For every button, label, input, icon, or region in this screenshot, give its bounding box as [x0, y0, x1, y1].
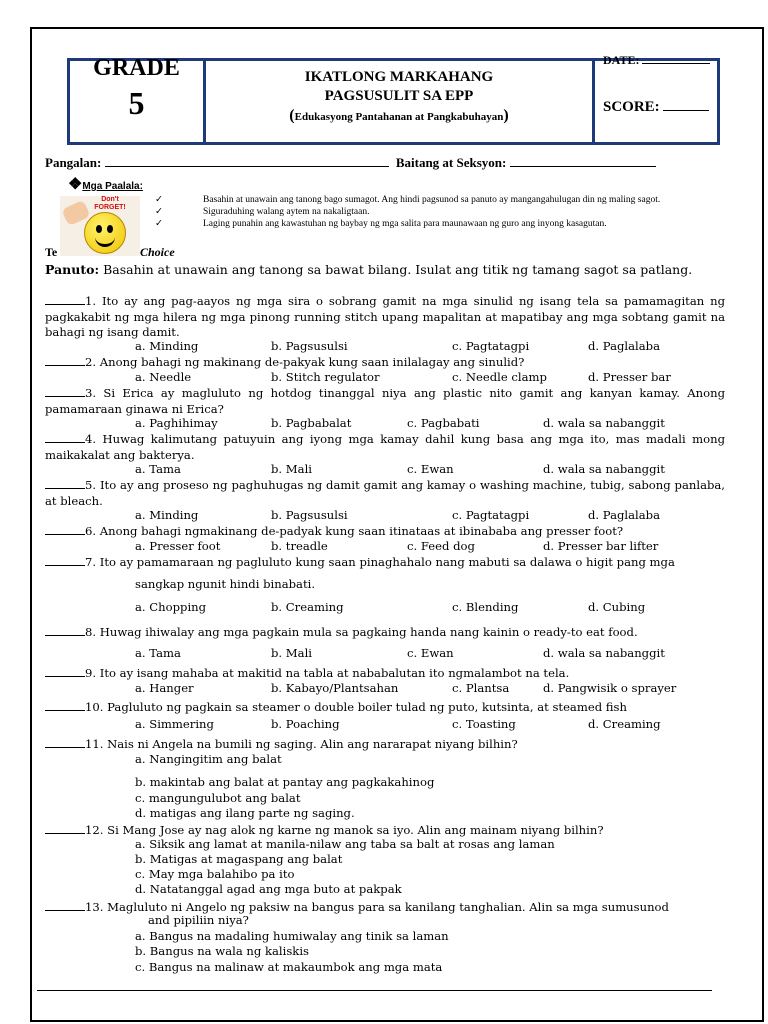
option-a: a. Nangingitim ang balat [135, 752, 282, 766]
question-2: 2. Anong bahagi ng makinang de-pakyak kung saan inilalagay ang sinulid? [45, 354, 725, 371]
option-a: a. Chopping [135, 600, 207, 614]
answer-blank[interactable] [45, 665, 85, 677]
answer-blank[interactable] [45, 554, 85, 566]
option-a: a. Siksik ang lamat at manila-nilaw ang taba sa balt at rosas ang laman [135, 837, 555, 851]
exam-title-line1: IKATLONG MARKAHANG [304, 69, 494, 85]
option-a: a. Needle [135, 370, 192, 384]
check-icon: ✓ [155, 219, 163, 229]
option-d: d. Paglalaba [588, 508, 660, 522]
option-a: a. Paghihimay [135, 416, 218, 430]
option-d: d. Presser bar [588, 370, 671, 384]
option-b: b. Mali [271, 646, 312, 660]
reminders-heading [68, 174, 143, 194]
date-field[interactable]: DATE: [603, 53, 710, 68]
option-d: d. wala sa nabanggit [543, 416, 665, 430]
option-a: a. Minding [135, 339, 199, 353]
question-6: 6. Anong bahagi ngmakinang de-padyak kung saan itinataas at ibinababa ang presser foot? [45, 523, 725, 540]
option-d: d. wala sa nabanggit [543, 646, 665, 660]
question-7: 7. Ito ay pamamaraan ng pagluluto kung saan pinaghahalo nang mabuti sa dalawa o higit pang mga [45, 554, 725, 571]
answer-blank[interactable] [45, 385, 85, 397]
instructions-text: Basahin at unawain ang tanong sa bawat bilang. Isulat ang titik ng tamang sagot sa patlang. [103, 262, 693, 277]
answer-blank[interactable] [45, 523, 85, 535]
answer-blank[interactable] [45, 431, 85, 443]
option-c: c. Toasting [452, 717, 516, 731]
question-11: 11. Nais ni Angela na bumili ng saging. Alin ang nararapat niyang bilhin? [45, 736, 725, 753]
option-b: b. Stitch regulator [271, 370, 380, 384]
option-d: d. Paglalaba [588, 339, 660, 353]
option-b: b. Poaching [271, 717, 340, 731]
exam-title-line2: PAGSUSULIT SA EPP [324, 88, 474, 104]
option-a: a. Bangus na madaling humiwalay ang tinik sa laman [135, 929, 449, 943]
check-icon: ✓ [155, 195, 163, 205]
option-b: b. Kabayo/Plantsahan [271, 681, 399, 695]
instructions-label: Panuto: [45, 262, 100, 277]
option-b: b. Pagsusulsi [271, 508, 348, 522]
exam-title-box [206, 61, 595, 142]
question-12: 12. Si Mang Jose ay nag alok ng karne ng manok sa iyo. Alin ang mainam niyang bilhin? [45, 822, 725, 839]
student-info-row [45, 155, 656, 171]
option-c: c. Needle clamp [452, 370, 547, 384]
option-b: b. Bangus na wala ng kaliskis [135, 944, 309, 958]
grade-number: 5 [128, 85, 145, 121]
name-field[interactable] [105, 166, 389, 167]
answer-blank[interactable] [45, 899, 85, 911]
question-5: 5. Ito ay ang proseso ng paghuhugas ng damit gamit ang kamay o washing machine, tubig, sabong panlaba, at bleach. [45, 478, 725, 508]
option-a: a. Hanger [135, 681, 194, 695]
option-c: c. Plantsa [452, 681, 510, 695]
option-d: d. wala sa nabanggit [543, 462, 665, 476]
question-9: 9. Ito ay isang mahaba at makitid na tabla at nababalutan ito ngmalambot na tela. [45, 665, 725, 682]
option-d: d. Natatanggal agad ang mga buto at pakpak [135, 882, 402, 896]
exam-header [67, 53, 720, 145]
reminder-item: ✓ Siguraduhing walang aytem na nakaligtaan. [155, 207, 370, 217]
option-b: b. treadle [271, 539, 328, 553]
option-b: b. Matigas at magaspang ang balat [135, 852, 343, 866]
option-d: d. Presser bar lifter [543, 539, 659, 553]
question-13: 13. Magluluto ni Angelo ng paksiw na bangus para sa kanilang tanghalian. Alin sa mga sumusunod [45, 899, 725, 916]
answer-blank[interactable] [45, 293, 85, 305]
option-a: a. Minding [135, 508, 199, 522]
grade-label: GRADE [93, 55, 180, 81]
instructions [45, 262, 692, 277]
option-a: a. Tama [135, 646, 181, 660]
option-c: c. Feed dog [407, 539, 475, 553]
grade-box [70, 55, 206, 142]
name-label: Pangalan: [45, 155, 102, 170]
date-score-box [595, 53, 717, 142]
section-label: Baitang at Seksyon: [395, 155, 507, 170]
exam-subject: (Edukasyong Pantahanan at Pangkabuhayan) [289, 107, 509, 124]
option-b: b. Creaming [271, 600, 344, 614]
test-type-heading: Te Choice [45, 245, 175, 259]
reminder-item: ✓ Basahin at unawain ang tanong bago sumagot. Ang hindi pagsunod sa panuto ay mangangahulugan din ng maling sagot. [155, 195, 661, 205]
option-d: d. Pangwisik o sprayer [543, 681, 677, 695]
option-c: c. Blending [452, 600, 519, 614]
option-b: b. Mali [271, 462, 312, 476]
answer-blank[interactable] [45, 699, 85, 711]
question-13-continued: and pipiliin niya? [148, 913, 249, 927]
question-8: 8. Huwag ihiwalay ang mga pagkain mula sa pagkaing handa nang kainin o ready-to eat food. [45, 624, 725, 641]
reminders-list [155, 194, 725, 230]
question-3: 3. Si Erica ay magluluto ng hotdog tinanggal niya ang plastic nito gamit ang kanyan kamay. Anong pamamaraan ginawa ni Erica? [45, 386, 725, 416]
option-c: c. May mga balahibo pa ito [135, 867, 295, 881]
question-1: 1. Ito ay ang pag-aayos ng mga sira o sobrang gamit na mga sinulid ng isang tela sa pamamagitan ng pagkakabit ng mga hilera ng mga pinong running stitch upang mapalitan at mapatibay ang mga sobtang gamit na bahagi ng isang damit. [45, 294, 725, 339]
option-c: c. Ewan [407, 646, 454, 660]
reminder-item: ✓ Laging punahin ang kawastuhan ng baybay ng mga salita para maunawaan ng guro ang inyong kasagutan. [155, 219, 607, 229]
question-7-continued: sangkap ngunit hindi binabati. [135, 577, 316, 591]
question-10: 10. Pagluluto ng pagkain sa steamer o double boiler tulad ng puto, kutsinta, at steamed fish [45, 699, 725, 716]
score-field[interactable]: SCORE: [603, 99, 709, 116]
answer-blank[interactable] [45, 477, 85, 489]
option-c: c. Pagtatagpi [452, 508, 530, 522]
option-b: b. Pagbabalat [271, 416, 352, 430]
option-c: c. Pagtatagpi [452, 339, 530, 353]
diamond-bullet-icon: ❖ [68, 176, 83, 193]
option-c: c. Bangus na malinaw at makaumbok ang mga mata [135, 960, 443, 974]
answer-blank[interactable] [45, 736, 85, 748]
option-c: c. Pagbabati [407, 416, 480, 430]
option-b: b. makintab ang balat at pantay ang pagkakahinog [135, 775, 435, 789]
option-c: c. mangungulubot ang balat [135, 791, 301, 805]
option-a: a. Presser foot [135, 539, 221, 553]
option-b: b. Pagsusulsi [271, 339, 348, 353]
option-c: c. Ewan [407, 462, 454, 476]
question-4: 4. Huwag kalimutang patuyuin ang iyong mga kamay dahil kung basa ang mga ito, mas madali mong maikakalat ang bakterya. [45, 432, 725, 462]
footer-rule [37, 990, 712, 991]
answer-blank[interactable] [45, 354, 85, 366]
section-field[interactable] [510, 166, 656, 167]
smiley-face-icon [84, 212, 126, 254]
answer-blank[interactable] [45, 624, 85, 636]
option-d: d. matigas ang ilang parte ng saging. [135, 806, 355, 820]
option-d: d. Cubing [588, 600, 646, 614]
answer-blank[interactable] [45, 822, 85, 834]
check-icon: ✓ [155, 207, 163, 217]
option-d: d. Creaming [588, 717, 661, 731]
dont-forget-sticker [60, 196, 140, 256]
option-a: a. Simmering [135, 717, 214, 731]
reminders-title: Mga Paalala: [82, 181, 143, 192]
sticker-text: Don't FORGET! [94, 196, 126, 211]
option-a: a. Tama [135, 462, 181, 476]
